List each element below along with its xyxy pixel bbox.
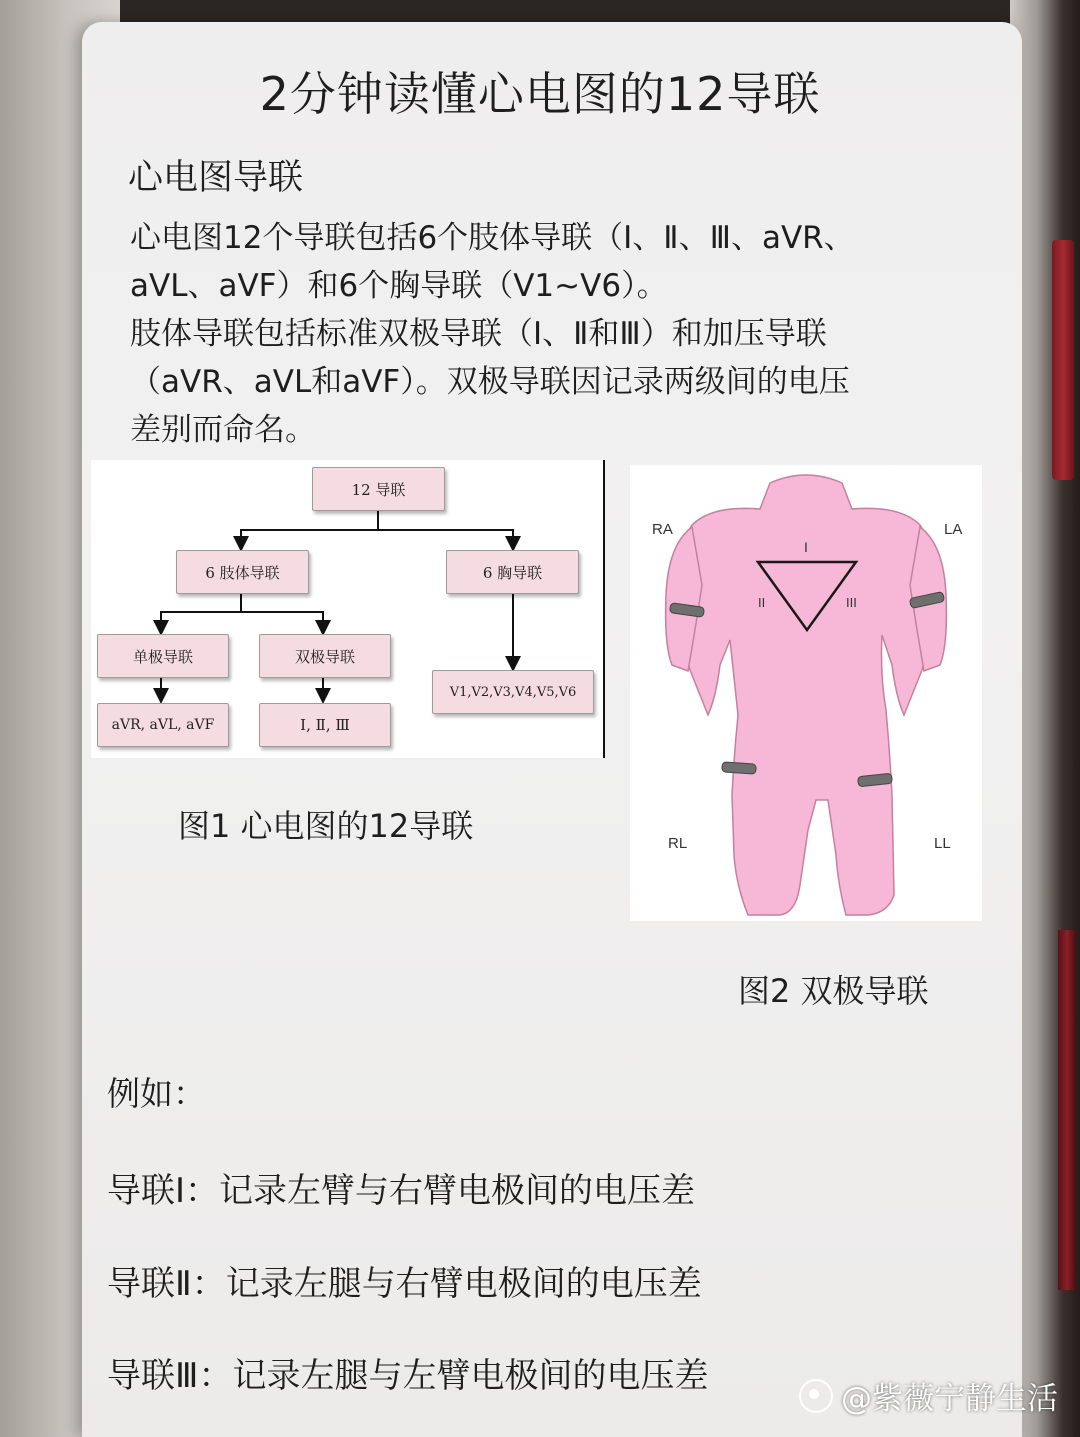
label-rl: RL xyxy=(668,835,688,852)
label-lead-iii: III xyxy=(846,595,857,610)
electrode-rl xyxy=(722,762,757,774)
node-bipolar: 双极导联 xyxy=(259,634,391,678)
node-unipolar-leads: aVR, aVL, aVF xyxy=(97,703,229,747)
node-unipolar: 单极导联 xyxy=(97,634,229,678)
node-limb-leads: 6 肢体导联 xyxy=(176,550,309,594)
figure1-lead-tree xyxy=(91,460,605,758)
connector xyxy=(241,612,323,632)
node-chest-leads-list: V1,V2,V3,V4,V5,V6 xyxy=(432,670,594,714)
page-title: 2分钟读懂心电图的12导联 xyxy=(259,67,821,121)
bookmark-ribbon xyxy=(1052,240,1074,480)
platform-logo-icon xyxy=(799,1379,833,1413)
paragraph-line: 心电图12个导联包括6个肢体导联（Ⅰ、Ⅱ、Ⅲ、aVR、 xyxy=(130,220,855,256)
section-heading: 心电图导联 xyxy=(128,158,304,198)
paragraph-line: （aVR、aVL和aVF）。双极导联因记录两级间的电压 xyxy=(130,364,850,400)
figure2-body-diagram xyxy=(630,465,982,921)
label-lead-i: I xyxy=(804,539,808,555)
watermark xyxy=(799,1373,1058,1418)
connector xyxy=(241,510,378,548)
node-bipolar-leads: Ⅰ, Ⅱ, Ⅲ xyxy=(259,703,391,747)
label-la: LA xyxy=(944,521,963,538)
paragraph-line: aVL、aVF）和6个胸导联（V1~V6）。 xyxy=(130,268,668,304)
lead-i-description: 导联Ⅰ：记录左臂与右臂电极间的电压差 xyxy=(107,1171,696,1211)
body-illustration xyxy=(630,465,982,921)
lead-iii-description: 导联Ⅲ：记录左腿与左臂电极间的电压差 xyxy=(107,1356,709,1396)
paragraph-line: 差别而命名。 xyxy=(130,412,316,448)
bookmark-ribbon-lower xyxy=(1058,930,1076,1290)
connector xyxy=(161,592,241,632)
intro-paragraph xyxy=(130,214,1010,454)
figure2-caption: 图2 双极导联 xyxy=(738,972,929,1010)
node-12-leads: 12 导联 xyxy=(312,467,445,511)
connector xyxy=(378,530,513,548)
label-ra: RA xyxy=(652,521,673,538)
paragraph-line: 肢体导联包括标准双极导联（Ⅰ、Ⅱ和Ⅲ）和加压导联 xyxy=(130,316,827,352)
watermark-text: @紫薇宁静生活 xyxy=(841,1381,1058,1417)
example-label: 例如： xyxy=(107,1074,206,1113)
lead-ii-description: 导联Ⅱ：记录左腿与右臂电极间的电压差 xyxy=(107,1264,702,1304)
node-chest-leads: 6 胸导联 xyxy=(446,550,579,594)
label-lead-ii: II xyxy=(758,595,766,610)
label-ll: LL xyxy=(934,835,951,852)
figure1-caption: 图1 心电图的12导联 xyxy=(178,807,474,845)
